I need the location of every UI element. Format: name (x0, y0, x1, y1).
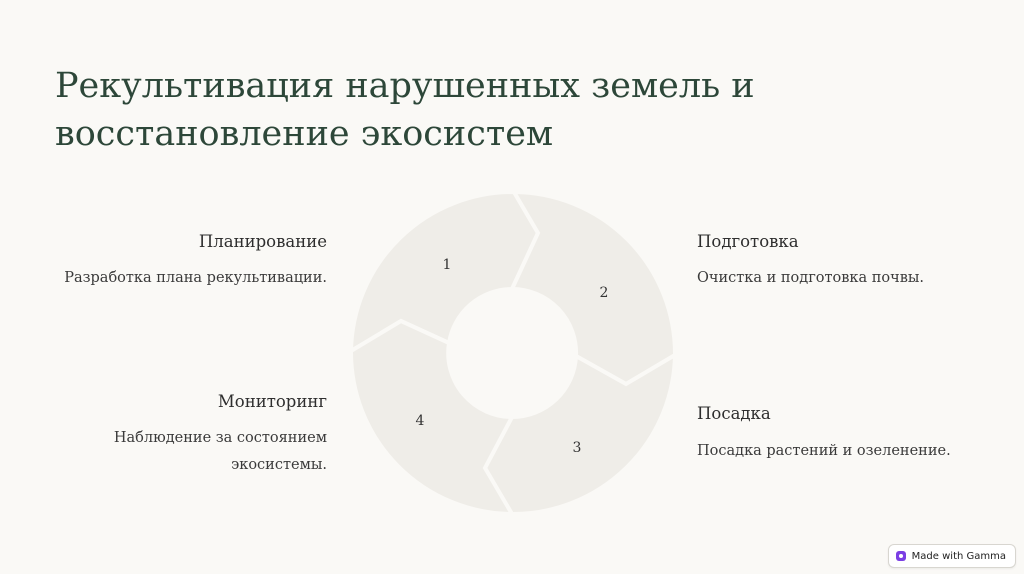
gamma-logo-icon (896, 551, 906, 561)
step-description-monitoring-line-2: экосистемы. (231, 457, 327, 473)
cycle-center-hole (450, 291, 574, 415)
step-heading-monitoring: Мониторинг (217, 392, 327, 411)
step-description-monitoring (114, 425, 327, 479)
step-number-1: 1 (442, 257, 452, 273)
step-number-4: 4 (415, 413, 425, 429)
step-heading-preparation: Подготовка (697, 232, 799, 251)
page-title (55, 62, 855, 158)
cycle-diagram (350, 191, 676, 515)
made-with-gamma-badge[interactable] (888, 544, 1016, 568)
step-number-2: 2 (599, 285, 609, 301)
page-title-line-2: восстановление экосистем (55, 114, 554, 154)
made-with-gamma-label: Made with Gamma (911, 550, 1006, 562)
step-description-planning: Разработка плана рекультивации. (64, 270, 327, 286)
step-description-preparation: Очистка и подготовка почвы. (697, 270, 925, 286)
step-heading-planting: Посадка (697, 404, 771, 423)
step-description-planting: Посадка растений и озеленение. (697, 443, 951, 459)
step-heading-planning: Планирование (198, 232, 327, 251)
step-number-3: 3 (572, 440, 582, 456)
page-title-line-1: Рекультивация нарушенных земель и (55, 66, 755, 106)
step-description-monitoring-line-1: Наблюдение за состоянием (113, 430, 327, 446)
